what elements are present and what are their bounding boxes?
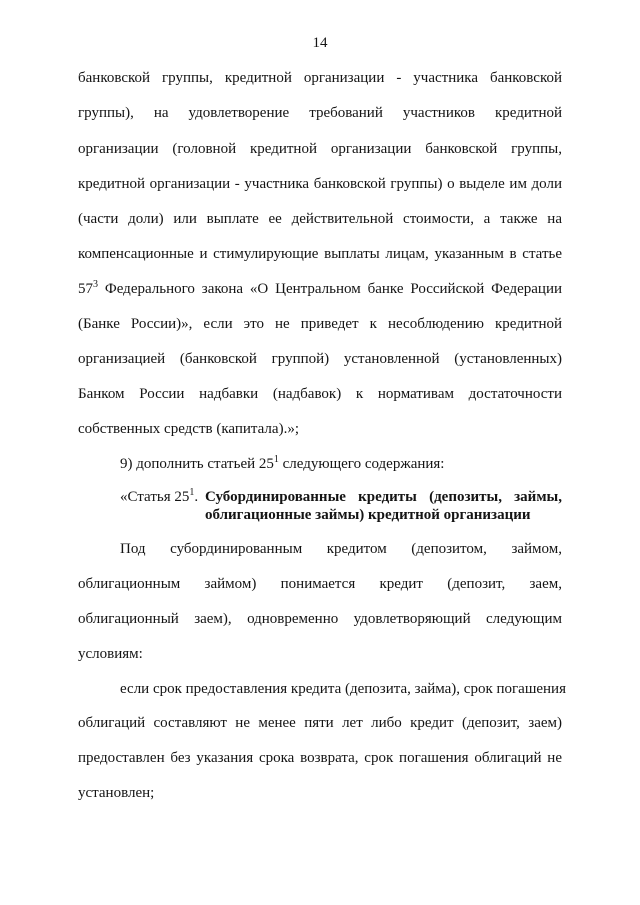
superscript: 3 <box>93 279 98 290</box>
text-line: если срок предоставления кредита (депозита, займа), срок погашения <box>120 681 566 697</box>
text-line: (Банке России)», если это не приведет к несоблюдению кредитной <box>78 316 562 332</box>
text-line: Под субординированным кредитом (депозитом, займом, <box>120 541 562 557</box>
text-line: облигационным займом) понимается кредит (депозит, заем, <box>78 576 562 592</box>
text-line: банковской группы, кредитной организации - участника банковской <box>78 70 562 86</box>
text-line: собственных средств (капитала).»; <box>78 421 299 437</box>
text-segment: . <box>194 489 199 505</box>
article-label <box>120 487 204 507</box>
text-line: группы), на удовлетворение требований участников кредитной <box>78 105 562 121</box>
text-segment: следующего содержания: <box>278 456 445 472</box>
text-line: установлен; <box>78 785 155 801</box>
list-item-9 <box>120 454 562 474</box>
text-line: организацией (банковской группой) установленной (установленных) <box>78 351 562 367</box>
text-segment: 57 <box>78 281 93 297</box>
text-segment: 9) дополнить статьей 25 <box>120 456 274 472</box>
page-number: 14 <box>312 35 328 51</box>
text-line <box>78 279 562 299</box>
article-title-line: облигационные займы) кредитной организации <box>205 507 531 523</box>
text-line: Банком России надбавки (надбавок) к нормативам достаточности <box>78 386 562 402</box>
text-segment: «Статья 25 <box>120 489 190 505</box>
text-line: облигаций составляют не менее пяти лет либо кредит (депозит, заем) <box>78 715 562 731</box>
text-line: предоставлен без указания срока возврата, срок погашения облигаций не <box>78 750 562 766</box>
text-line: (части доли) или выплате ее действительной стоимости, а также на <box>78 211 562 227</box>
text-line: условиям: <box>78 646 143 662</box>
superscript: 1 <box>189 487 195 498</box>
text-segment: Федерального закона «О Центральном банке Российской Федерации <box>98 281 562 297</box>
text-line: облигационный заем), одновременно удовлетворяющий следующим <box>78 611 562 627</box>
text-line: организации (головной кредитной организации банковской группы, <box>78 141 562 157</box>
article-title-line: Субординированные кредиты (депозиты, займы, <box>205 489 562 505</box>
text-line: компенсационные и стимулирующие выплаты лицам, указанным в статье <box>78 246 562 262</box>
text-line: кредитной организации - участника банковской группы) о выделе им доли <box>78 176 562 192</box>
superscript: 1 <box>273 454 279 465</box>
